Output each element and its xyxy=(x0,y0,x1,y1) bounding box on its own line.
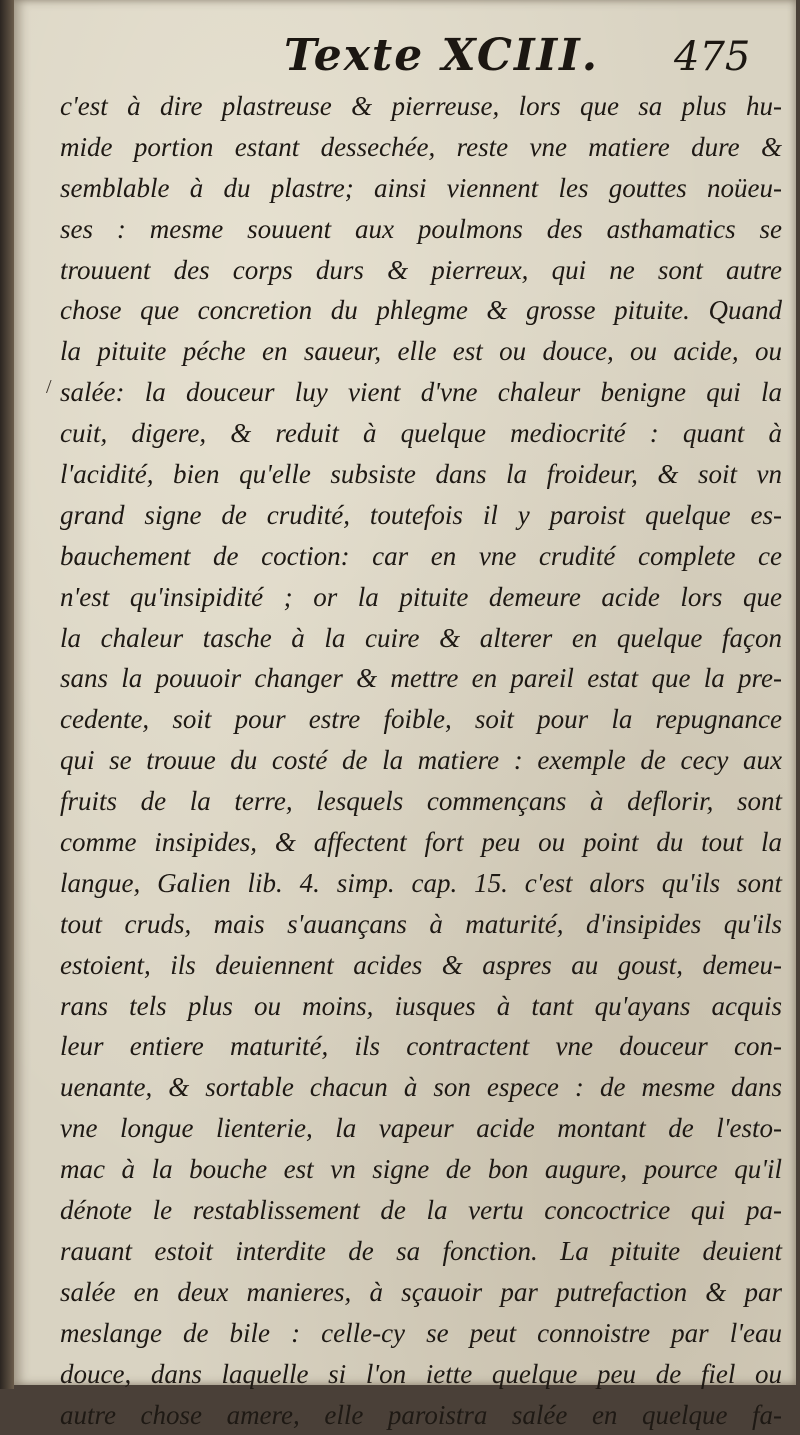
page-header xyxy=(14,30,796,90)
text-line: autre chose amere, elle paroistra salée en quelque fa- xyxy=(60,1395,782,1435)
text-line: tout cruds, mais s'auançans à maturité, d'insipides qu'ils xyxy=(60,904,782,945)
text-line: comme insipides, & affectent fort peu ou point du tout la xyxy=(60,822,782,863)
text-line: cuit, digere, & reduit à quelque mediocrité : quant à xyxy=(60,413,782,454)
text-line: sans la pouuoir changer & mettre en pareil estat que la pre- xyxy=(60,658,782,699)
text-line: meslange de bile : celle-cy se peut connoistre par l'eau xyxy=(60,1313,782,1354)
text-line: grand signe de crudité, toutefois il y paroist quelque es- xyxy=(60,495,782,536)
running-title: Texte XCIII. xyxy=(284,30,599,81)
text-line: rauant estoit interdite de sa fonction. La pituite deuient xyxy=(60,1231,782,1272)
text-line: estoient, ils deuiennent acides & aspres au goust, demeu- xyxy=(60,945,782,986)
text-line: vne longue lienterie, la vapeur acide montant de l'esto- xyxy=(60,1108,782,1149)
text-line: salée: la douceur luy vient d'vne chaleur benigne qui la xyxy=(60,372,782,413)
book-gutter xyxy=(0,0,14,1389)
text-line: dénote le restablissement de la vertu concoctrice qui pa- xyxy=(60,1190,782,1231)
text-line: bauchement de coction: car en vne crudité complete ce xyxy=(60,536,782,577)
text-line: semblable à du plastre; ainsi viennent les gouttes noüeu- xyxy=(60,168,782,209)
body-text xyxy=(60,86,782,1435)
text-line: c'est à dire plastreuse & pierreuse, lors que sa plus hu- xyxy=(60,86,782,127)
text-line: mac à la bouche est vn signe de bon augure, pource qu'il xyxy=(60,1149,782,1190)
text-line: n'est qu'insipidité ; or la pituite demeure acide lors que xyxy=(60,577,782,618)
text-line: chose que concretion du phlegme & grosse pituite. Quand xyxy=(60,290,782,331)
text-line: salée en deux manieres, à sçauoir par putrefaction & par xyxy=(60,1272,782,1313)
text-line: mide portion estant dessechée, reste vne matiere dure & xyxy=(60,127,782,168)
margin-mark: / xyxy=(46,376,52,399)
book-page xyxy=(14,0,796,1385)
text-line: leur entiere maturité, ils contractent vne douceur con- xyxy=(60,1026,782,1067)
text-line: la pituite péche en saueur, elle est ou douce, ou acide, ou xyxy=(60,331,782,372)
text-line: fruits de la terre, lesquels commençans à deflorir, sont xyxy=(60,781,782,822)
text-line: langue, Galien lib. 4. simp. cap. 15. c'est alors qu'ils sont xyxy=(60,863,782,904)
text-line: l'acidité, bien qu'elle subsiste dans la froideur, & soit vn xyxy=(60,454,782,495)
text-line: uenante, & sortable chacun à son espece : de mesme dans xyxy=(60,1067,782,1108)
text-line: rans tels plus ou moins, iusques à tant qu'ayans acquis xyxy=(60,986,782,1027)
text-line: ses : mesme souuent aux poulmons des asthamatics se xyxy=(60,209,782,250)
page-number: 475 xyxy=(674,34,750,80)
text-line: douce, dans laquelle si l'on iette quelque peu de fiel ou xyxy=(60,1354,782,1395)
text-line: trouuent des corps durs & pierreux, qui ne sont autre xyxy=(60,250,782,291)
text-line: la chaleur tasche à la cuire & alterer en quelque façon xyxy=(60,618,782,659)
text-line: qui se trouue du costé de la matiere : exemple de cecy aux xyxy=(60,740,782,781)
text-line: cedente, soit pour estre foible, soit pour la repugnance xyxy=(60,699,782,740)
